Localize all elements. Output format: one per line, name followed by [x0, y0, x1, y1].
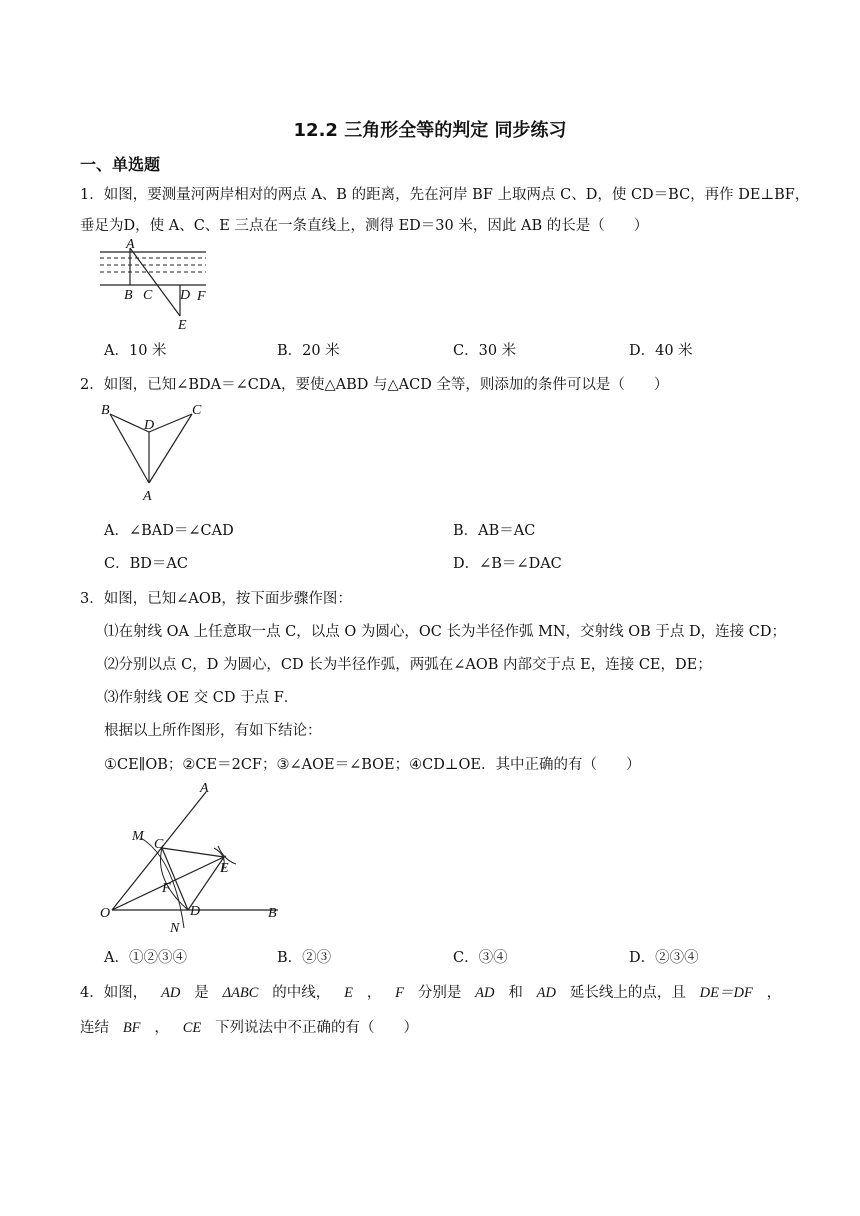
q1-option-c[interactable]: C．30 米 — [453, 343, 517, 359]
q4-math-e: E — [344, 985, 353, 1001]
q4-text-line2 — [80, 1016, 418, 1037]
q1-option-d[interactable]: D．40 米 — [629, 343, 693, 359]
q3-option-c[interactable]: C．③④ — [453, 950, 508, 966]
q3-step-2: ⑵分别以点 C，D 为圆心，CD 长为半径作弧，两弧在∠AOB 内部交于点 E，连接 CE，DE； — [104, 657, 712, 673]
section-heading: 一、单选题 — [80, 155, 161, 174]
q4-text-part: 的中线， — [272, 985, 331, 1001]
label-d: D — [190, 904, 201, 919]
q1-option-a[interactable]: A．10 米 — [104, 343, 167, 359]
label-a: A — [200, 781, 209, 796]
q4-math-ad: AD — [161, 985, 181, 1001]
q3-step-1: ⑴在射线 OA 上任意取一点 C，以点 O 为圆心，OC 长为半径作弧 MN，交射线 OB 于点 D，连接 CD； — [104, 624, 786, 640]
q3-figure — [96, 780, 288, 938]
q4-math-f: F — [395, 985, 404, 1001]
q3-text-line5: 根据以上所作图形，有如下结论： — [104, 723, 322, 739]
q4-text-part: ， — [766, 985, 782, 1001]
segment-cd — [149, 414, 192, 432]
label-c: C — [154, 837, 164, 852]
q4-text-part: 连结 — [80, 1020, 109, 1036]
label-a: A — [126, 238, 135, 252]
q2-option-c[interactable]: C．BD＝AC — [104, 556, 188, 572]
q4-math-ad: AD — [475, 985, 495, 1001]
q4-math-bf: BF — [122, 1020, 141, 1036]
q4-math-triangle-abc: ΔABC — [222, 985, 259, 1001]
q2-option-b[interactable]: B．AB＝AC — [453, 523, 536, 539]
q2-figure — [96, 398, 212, 506]
q2-option-a[interactable]: A．∠BAD＝∠CAD — [104, 523, 234, 539]
label-d: D — [180, 288, 191, 303]
segment-cd — [162, 848, 188, 910]
q4-text-part: 延长线上的点，且 — [569, 985, 686, 1001]
segment-ce — [162, 848, 224, 857]
q4-text-part: 下列说法中不正确的有（ ） — [215, 1020, 419, 1036]
q4-text-part: 4．如图， — [80, 985, 148, 1001]
label-b: B — [268, 906, 277, 921]
label-e: E — [220, 861, 229, 876]
q2-option-d[interactable]: D．∠B＝∠DAC — [453, 556, 562, 572]
q4-math-ce: CE — [182, 1020, 202, 1036]
q4-math-ad: AD — [536, 985, 556, 1001]
q1-text-line1: 1．如图，要测量河两岸相对的两点 A、B 的距离，先在河岸 BF 上取两点 C、D，使 CD＝BC，再作 DE⊥BF， — [80, 187, 810, 203]
label-b: B — [101, 403, 110, 418]
label-f: F — [197, 289, 206, 304]
q1-option-b[interactable]: B．20 米 — [277, 343, 340, 359]
q1-text-line2: 垂足为D，使 A、C、E 三点在一条直线上，测得 ED＝30 米，因此 AB 的长是（ ） — [80, 218, 649, 234]
q1-figure — [96, 238, 216, 334]
q3-step-3: ⑶作射线 OE 交 CD 于点 F． — [104, 690, 299, 706]
q4-text-part: 分别是 — [417, 985, 462, 1001]
label-c: C — [143, 288, 153, 303]
segment-ca — [149, 414, 192, 483]
label-m: M — [132, 829, 144, 844]
label-f: F — [162, 881, 171, 896]
label-n: N — [170, 921, 180, 936]
label-d: D — [144, 418, 155, 433]
q4-text-line1 — [80, 981, 781, 1002]
label-e: E — [178, 318, 187, 333]
q3-text-line6: ①CE∥OB；②CE＝2CF；③∠AOE＝∠BOE；④CD⊥OE．其中正确的有（ ） — [104, 757, 641, 773]
q3-option-d[interactable]: D．②③④ — [629, 950, 699, 966]
q4-text-part: ， — [154, 1020, 169, 1036]
label-a: A — [143, 489, 152, 504]
label-b: B — [124, 288, 133, 303]
q4-text-part: 和 — [508, 985, 523, 1001]
label-c: C — [192, 403, 202, 418]
q2-text-line1: 2．如图，已知∠BDA＝∠CDA，要使△ABD 与△ACD 全等，则添加的条件可以是（ ） — [80, 377, 669, 393]
q4-math-de-eq-df: DE＝DF — [699, 985, 753, 1001]
label-o: O — [100, 906, 111, 921]
q4-text-part: ， — [366, 985, 382, 1001]
q4-text-part: 是 — [194, 985, 209, 1001]
q3-option-a[interactable]: A．①②③④ — [104, 950, 187, 966]
page-title: 12.2 三角形全等的判定 同步练习 — [293, 120, 567, 141]
q3-option-b[interactable]: B．②③ — [277, 950, 332, 966]
q3-text-line1: 3．如图，已知∠AOB，按下面步骤作图： — [80, 591, 352, 607]
